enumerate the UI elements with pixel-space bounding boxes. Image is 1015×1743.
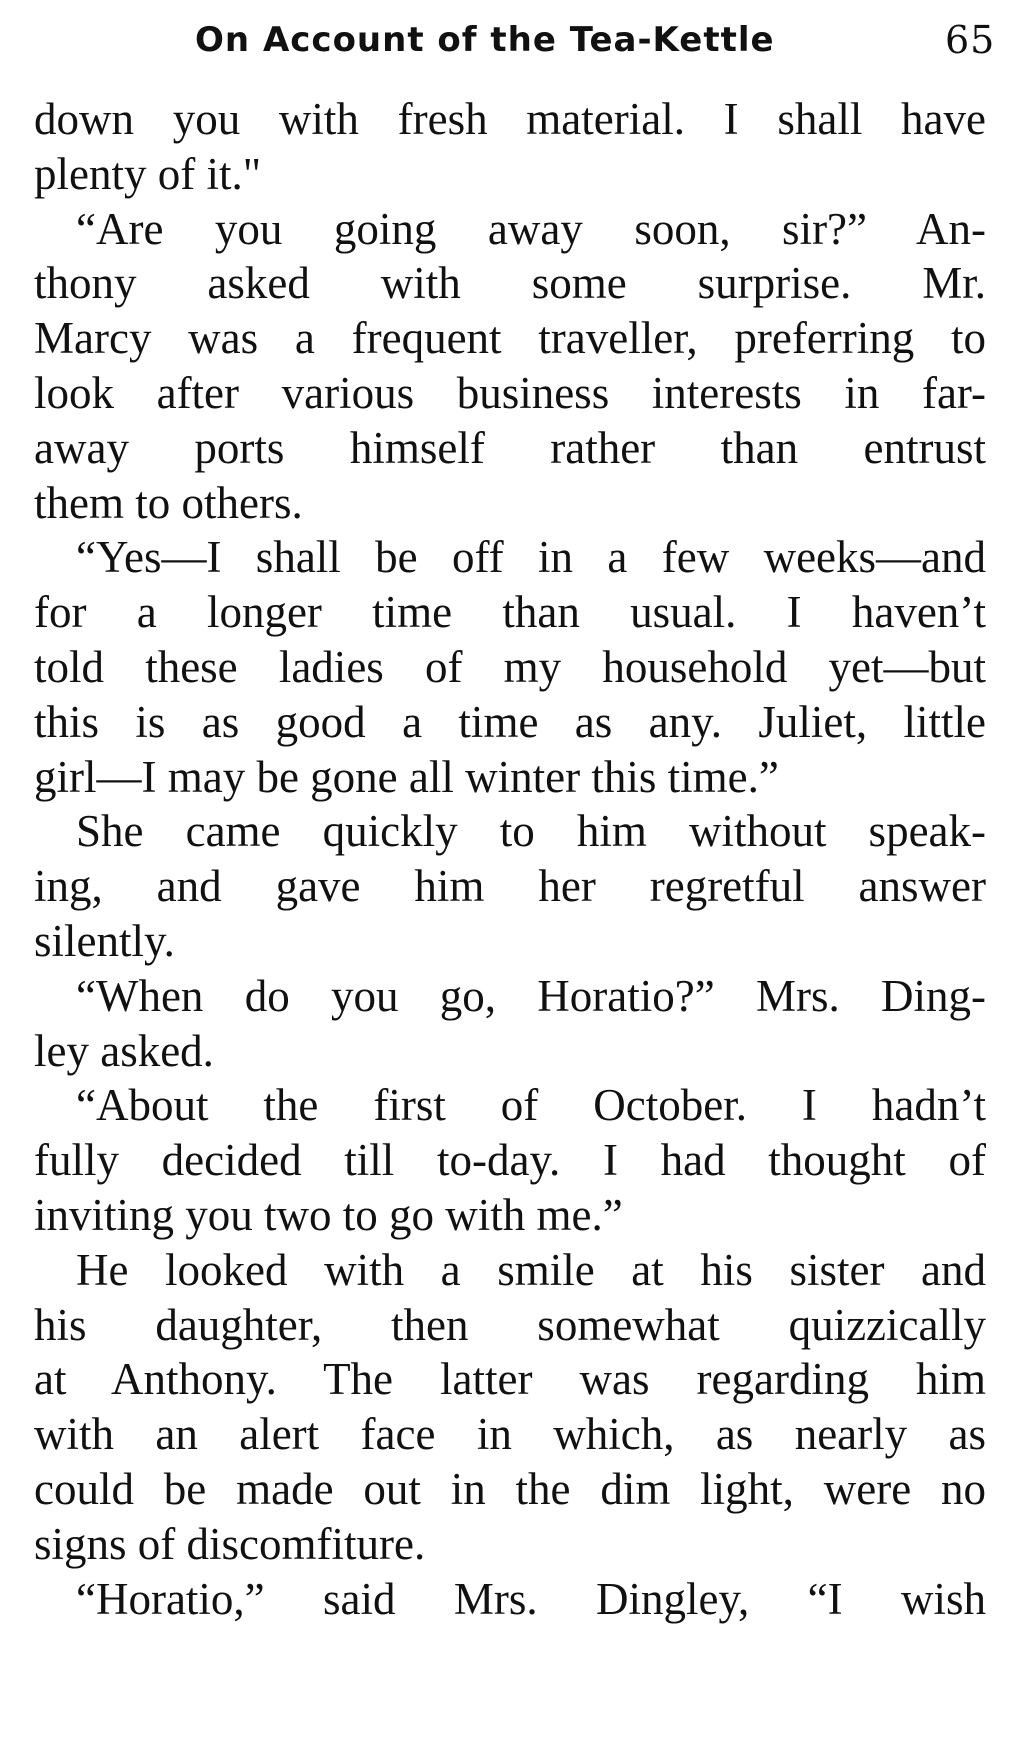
text-line: He looked with a smile at his sister and (76, 1244, 986, 1295)
text-line: could be made out in the dim light, were no (34, 1463, 986, 1514)
text-line: for a longer time than usual. I haven’t (34, 587, 986, 638)
text-line: down you with fresh material. I shall have (34, 94, 986, 144)
text-line: ing, and gave him her regretful answer (34, 861, 986, 912)
text-line: his daughter, then somewhat quizzically (34, 1299, 986, 1350)
text-line: inviting you two to go with me.” (34, 1189, 623, 1240)
text-line: “Are you going away soon, sir?” An- (76, 203, 986, 254)
body-text (34, 92, 986, 1626)
text-line: thony asked with some surprise. Mr. (34, 258, 986, 309)
text-line: look after various business interests in far- (34, 367, 986, 418)
page-number: 65 (945, 18, 996, 62)
text-line: told these ladies of my household yet—but (34, 641, 986, 692)
text-line: silently. (34, 915, 175, 966)
running-head (195, 12, 995, 68)
text-line: She came quickly to him without speak- (76, 806, 986, 857)
text-line: girl—I may be gone all winter this time.” (34, 751, 779, 802)
text-line: ley asked. (34, 1025, 214, 1076)
text-line: fully decided till to-day. I had thought of (34, 1135, 986, 1186)
text-line: them to others. (34, 477, 303, 528)
text-line: “About the first of October. I hadn’t (76, 1080, 986, 1131)
text-line: signs of discomfiture. (34, 1518, 426, 1569)
text-line: away ports himself rather than entrust (34, 422, 986, 473)
text-line: Marcy was a frequent traveller, preferring to (34, 313, 986, 364)
text-line: plenty of it." (34, 148, 262, 199)
text-line: with an alert face in which, as nearly as (34, 1409, 986, 1460)
chapter-title: On Account of the Tea-Kettle (195, 20, 775, 60)
text-line: “Horatio,” said Mrs. Dingley, “I wish (76, 1573, 986, 1624)
text-line: “When do you go, Horatio?” Mrs. Ding- (76, 970, 986, 1021)
text-line: “Yes—I shall be off in a few weeks—and (76, 532, 986, 583)
text-line: this is as good a time as any. Juliet, little (34, 696, 986, 747)
text-line: at Anthony. The latter was regarding him (34, 1354, 986, 1405)
